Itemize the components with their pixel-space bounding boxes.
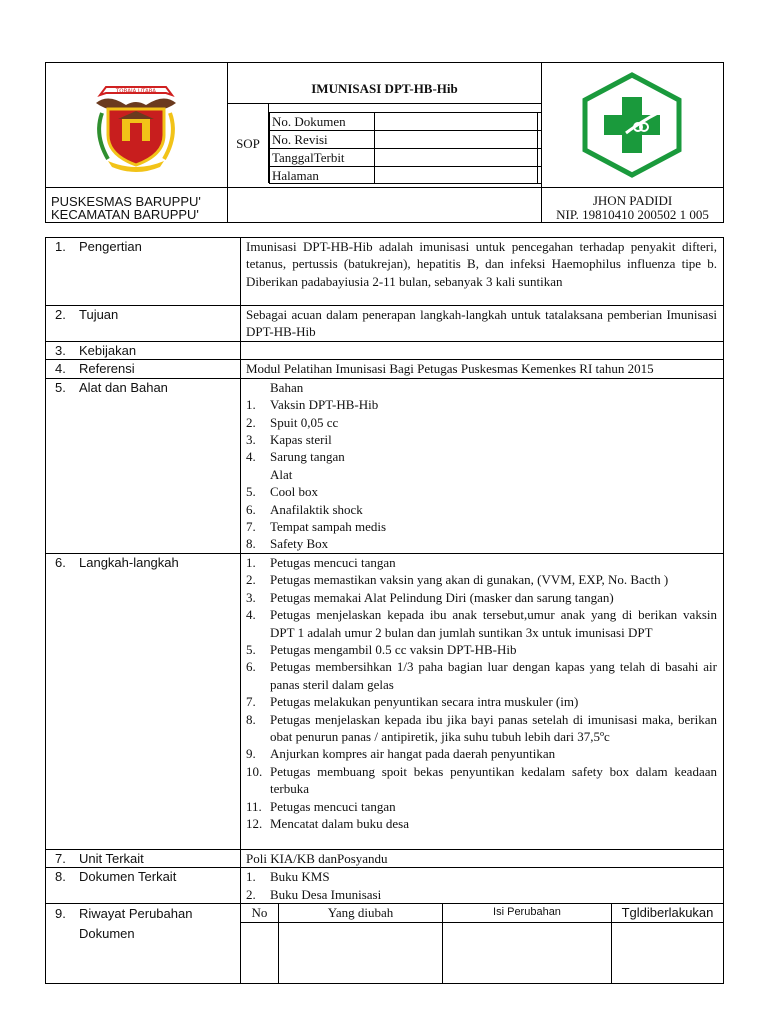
- row-tujuan: [46, 306, 724, 342]
- meta-row-revisi: [269, 131, 541, 149]
- section-label-line2: Dokumen: [79, 925, 135, 941]
- section-number: 8.: [55, 869, 66, 885]
- section-number: 4.: [55, 361, 66, 377]
- step-item: 7. Petugas melakukan penyuntikan secara intra muskuler (im): [246, 694, 579, 710]
- sop-label: SOP: [228, 104, 269, 183]
- section-label: Dokumen Terkait: [79, 869, 177, 885]
- section-label: Riwayat Perubahan: [79, 906, 193, 922]
- section-number: 2.: [55, 307, 66, 322]
- meta-label: No. Dokumen: [269, 113, 375, 130]
- riwayat-table: [241, 904, 723, 983]
- meta-row-halaman: [269, 167, 541, 184]
- section-label: Unit Terkait: [79, 850, 144, 866]
- step-item: 12. Mencatat dalam buku desa: [246, 815, 409, 831]
- empty-cell: [612, 923, 724, 983]
- row-pengertian: [46, 238, 724, 306]
- list-item: 6. Anafilaktik shock: [246, 501, 363, 517]
- step-item: 4. Petugas menjelaskan kepada ibu anak tersebut,umur anak yang di berikan vaksin DPT 1 adalah umur 2 bulan dan jumlah suntikan 3x untuk imunisasi DPT: [246, 607, 717, 640]
- section-number: 5.: [55, 379, 66, 395]
- pengertian-text: Imunisasi DPT-HB-Hib adalah imunisasi untuk pencegahan terhadap penyakit difteri, tetanus, pertussis (batukrejan), hepatitis B, dan infeksi Haemophilus influenza tipe b. Diberikan padabayiusia 2-11 bulan, sebanyak 3 kali suntikan: [241, 238, 724, 306]
- right-logo-cell: [542, 63, 724, 188]
- org-name: PUSKESMAS BARUPPU': [51, 194, 201, 209]
- signer-cell: [542, 188, 724, 223]
- org-district: KECAMATAN BARUPPU': [51, 207, 199, 222]
- section-label: Kebijakan: [79, 343, 137, 358]
- list-item: 1. Vaksin DPT-HB-Hib: [246, 397, 379, 413]
- list-item: 8. Safety Box: [246, 536, 329, 552]
- row-langkah: [46, 553, 724, 849]
- col-isi-perubahan: Isi Perubahan: [443, 904, 612, 923]
- alat-bahan-list: [241, 378, 724, 553]
- list-item: 5. Cool box: [246, 484, 319, 500]
- langkah-list: [241, 553, 724, 849]
- step-item: 3. Petugas memakai Alat Pelindung Diri (masker dan sarung tangan): [246, 589, 614, 605]
- list-item: 3. Kapas steril: [246, 432, 332, 448]
- empty-cell: [443, 923, 612, 983]
- col-yang-diubah: Yang diubah: [279, 904, 443, 923]
- empty-cell: [279, 923, 443, 983]
- row-riwayat: [46, 904, 724, 984]
- section-label: Langkah-langkah: [79, 554, 179, 570]
- unit-text: Poli KIA/KB danPosyandu: [241, 849, 724, 867]
- list-item: 2. Spuit 0,05 cc: [246, 414, 339, 430]
- step-item: 6. Petugas membersihkan 1/3 paha bagian luar dengan kapas yang telah di basahi air panas steril dalam gelas: [246, 659, 717, 692]
- section-label: Pengertian: [79, 239, 142, 254]
- org-cell: [46, 188, 228, 223]
- sop-body-table: [45, 237, 724, 984]
- riwayat-table-cell: [241, 904, 724, 984]
- step-item: 5. Petugas mengambil 0.5 cc vaksin DPT-HB-Hib: [246, 641, 517, 657]
- sop-title: IMUNISASI DPT-HB-Hib: [311, 81, 458, 96]
- section-label: Tujuan: [79, 307, 119, 322]
- referensi-text: Modul Pelatihan Imunisasi Bagi Petugas Puskesmas Kemenkes RI tahun 2015: [241, 360, 724, 378]
- meta-row-dokumen: [269, 112, 541, 131]
- section-number: 7.: [55, 850, 66, 866]
- meta-label: Halaman: [269, 167, 375, 183]
- left-logo-text: TORAJA UTARA: [115, 88, 157, 95]
- list-item: 7. Tempat sampah medis: [246, 519, 387, 535]
- row-kebijakan: [46, 342, 724, 360]
- section-number: 6.: [55, 554, 66, 570]
- section-label: Referensi: [79, 361, 135, 377]
- alat-title: Alat: [270, 466, 293, 482]
- puskesmas-logo-icon: [542, 63, 723, 183]
- signer-name: JHON PADIDI: [592, 193, 673, 208]
- step-item: 8. Petugas menjelaskan kepada ibu jika bayi panas setelah di imunisasi maka, berikan obat penurun panas / antipiretik, jika suhu tubuh lebih dari 37,5ºc: [246, 711, 717, 744]
- row-alat-bahan: [46, 378, 724, 553]
- document-header: [45, 62, 724, 223]
- tujuan-text: Sebagai acuan dalam penerapan langkah-langkah untuk tatalaksana pemberian Imunisasi DPT-HB-Hib: [241, 306, 724, 342]
- blank-cell: [228, 188, 542, 223]
- signer-nip: NIP. 19810410 200502 1 005: [556, 207, 709, 222]
- section-number: 1.: [55, 239, 66, 254]
- meta-label: TanggalTerbit: [269, 149, 375, 166]
- section-number: 9.: [55, 906, 66, 922]
- meta-row-tanggal: [269, 149, 541, 167]
- title-cell: [228, 63, 542, 188]
- step-item: 9. Anjurkan kompres air hangat pada daerah penyuntikan: [246, 746, 556, 762]
- section-label: Alat dan Bahan: [79, 379, 168, 395]
- left-logo-cell: [46, 63, 228, 188]
- section-number: 3.: [55, 343, 66, 358]
- col-tgl: Tgldiberlakukan: [612, 904, 724, 923]
- step-item: 10. Petugas membuang spoit bekas penyuntikan kedalam safety box dalam keadaan terbuka: [246, 763, 717, 797]
- empty-cell: [241, 923, 279, 983]
- row-dokumen: [46, 868, 724, 904]
- step-item: 1. Petugas mencuci tangan: [246, 554, 396, 570]
- step-item: 11. Petugas mencuci tangan: [246, 798, 396, 814]
- list-item: 1. Buku KMS: [246, 869, 330, 885]
- bahan-title: Bahan: [270, 379, 304, 395]
- list-item: 2. Buku Desa Imunisasi: [246, 886, 382, 902]
- row-unit: [46, 849, 724, 867]
- toraja-utara-emblem-icon: [46, 63, 227, 183]
- col-no: No: [241, 904, 279, 923]
- kebijakan-text: [241, 342, 724, 360]
- step-item: 2. Petugas memastikan vaksin yang akan di gunakan, (VVM, EXP, No. Bacth ): [246, 572, 669, 588]
- meta-label: No. Revisi: [269, 131, 375, 148]
- dokumen-list: [241, 868, 724, 904]
- row-referensi: [46, 360, 724, 378]
- list-item: 4. Sarung tangan: [246, 449, 345, 465]
